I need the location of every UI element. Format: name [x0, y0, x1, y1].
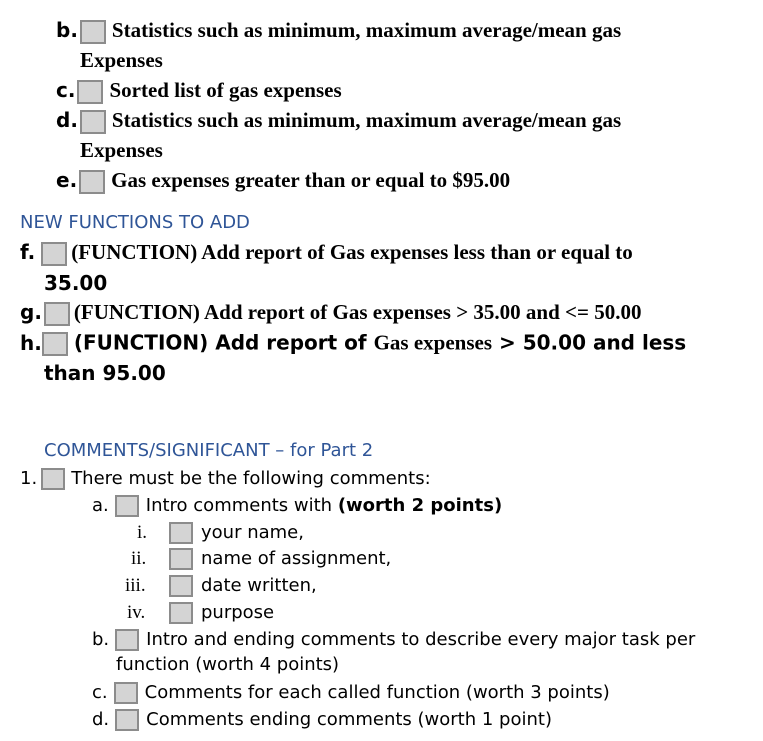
list-label: a.: [92, 495, 109, 516]
comments-sub-iii: [125, 575, 317, 597]
list-text: Intro comments with: [145, 495, 338, 516]
list-label: b.: [56, 18, 78, 42]
checkbox[interactable]: [44, 302, 70, 326]
list-item-d: [56, 110, 621, 134]
list-text: Intro and ending comments to describe every major task per: [146, 629, 696, 650]
comments-sub-i: [137, 522, 304, 544]
list-label: c.: [56, 78, 76, 102]
list-text: purpose: [201, 602, 275, 623]
list-label: d.: [56, 108, 78, 132]
checkbox[interactable]: [42, 332, 68, 356]
comments-heading: COMMENTS/SIGNIFICANT – for Part 2: [44, 440, 374, 461]
list-label: c.: [92, 682, 108, 703]
list-text: your name,: [201, 522, 304, 543]
list-text: Sorted list of gas expenses: [109, 78, 342, 102]
checkbox[interactable]: [41, 468, 65, 490]
checkbox[interactable]: [115, 629, 139, 651]
comments-item-d: [92, 709, 552, 731]
list-item-e: [56, 170, 510, 194]
list-text: Gas expenses greater than or equal to $95.00: [111, 168, 511, 192]
checkbox[interactable]: [169, 575, 193, 597]
comments-item-a: [92, 495, 502, 517]
checkbox[interactable]: [80, 110, 106, 134]
function-item-h-continuation: than 95.00: [44, 361, 166, 385]
list-label: 1.: [20, 468, 38, 489]
checkbox[interactable]: [115, 495, 139, 517]
list-item-c: [56, 80, 342, 104]
checkbox[interactable]: [80, 20, 106, 44]
list-text-b: Gas expenses: [373, 330, 493, 355]
checkbox[interactable]: [115, 709, 139, 731]
function-item-f: [20, 242, 633, 266]
checkbox[interactable]: [169, 602, 193, 624]
list-label: iii.: [125, 575, 146, 596]
checkbox[interactable]: [77, 80, 103, 104]
list-text: name of assignment,: [201, 548, 392, 569]
comments-item-c: [92, 682, 610, 704]
function-item-f-continuation: 35.00: [44, 271, 108, 295]
list-text: (FUNCTION) Add report of Gas expenses less than or equal to: [71, 240, 633, 264]
checkbox[interactable]: [169, 522, 193, 544]
list-label: e.: [56, 168, 78, 192]
list-text: Statistics such as minimum, maximum average/mean gas: [111, 108, 622, 132]
function-item-h: [20, 332, 686, 356]
comments-sub-ii: [131, 548, 391, 570]
list-item-b-continuation: Expenses: [80, 48, 163, 72]
list-text-a: (FUNCTION) Add report of: [73, 330, 367, 355]
new-functions-heading: NEW FUNCTIONS TO ADD: [20, 212, 250, 233]
list-text-bold: (worth 2 points): [337, 495, 503, 516]
comments-item-b: [92, 629, 695, 651]
list-label: i.: [137, 522, 148, 543]
list-text: Statistics such as minimum, maximum average/mean gas: [111, 18, 622, 42]
checkbox[interactable]: [114, 682, 138, 704]
list-item-d-continuation: Expenses: [80, 138, 163, 162]
list-label: b.: [92, 629, 110, 650]
checkbox[interactable]: [169, 548, 193, 570]
list-label: h.: [20, 330, 42, 355]
list-text: There must be the following comments:: [71, 468, 431, 489]
list-text: Comments ending comments (worth 1 point): [146, 709, 552, 730]
list-item-b: [56, 20, 621, 44]
comments-item-b-continuation: function (worth 4 points): [116, 654, 340, 675]
list-label: ii.: [131, 548, 147, 569]
comments-item-1: [20, 468, 431, 490]
checkbox[interactable]: [41, 242, 67, 266]
list-text: date written,: [201, 575, 317, 596]
list-text: Comments for each called function (worth 3 points): [144, 682, 610, 703]
list-label: g.: [20, 300, 42, 324]
checkbox[interactable]: [79, 170, 105, 194]
list-label: iv.: [127, 602, 146, 623]
comments-sub-iv: [127, 602, 274, 624]
list-text: (FUNCTION) Add report of Gas expenses > 35.00 and <= 50.00: [73, 300, 642, 324]
function-item-g: [20, 302, 641, 326]
list-text-c: > 50.00 and less: [499, 330, 687, 355]
list-label: f.: [20, 240, 36, 264]
list-label: d.: [92, 709, 110, 730]
